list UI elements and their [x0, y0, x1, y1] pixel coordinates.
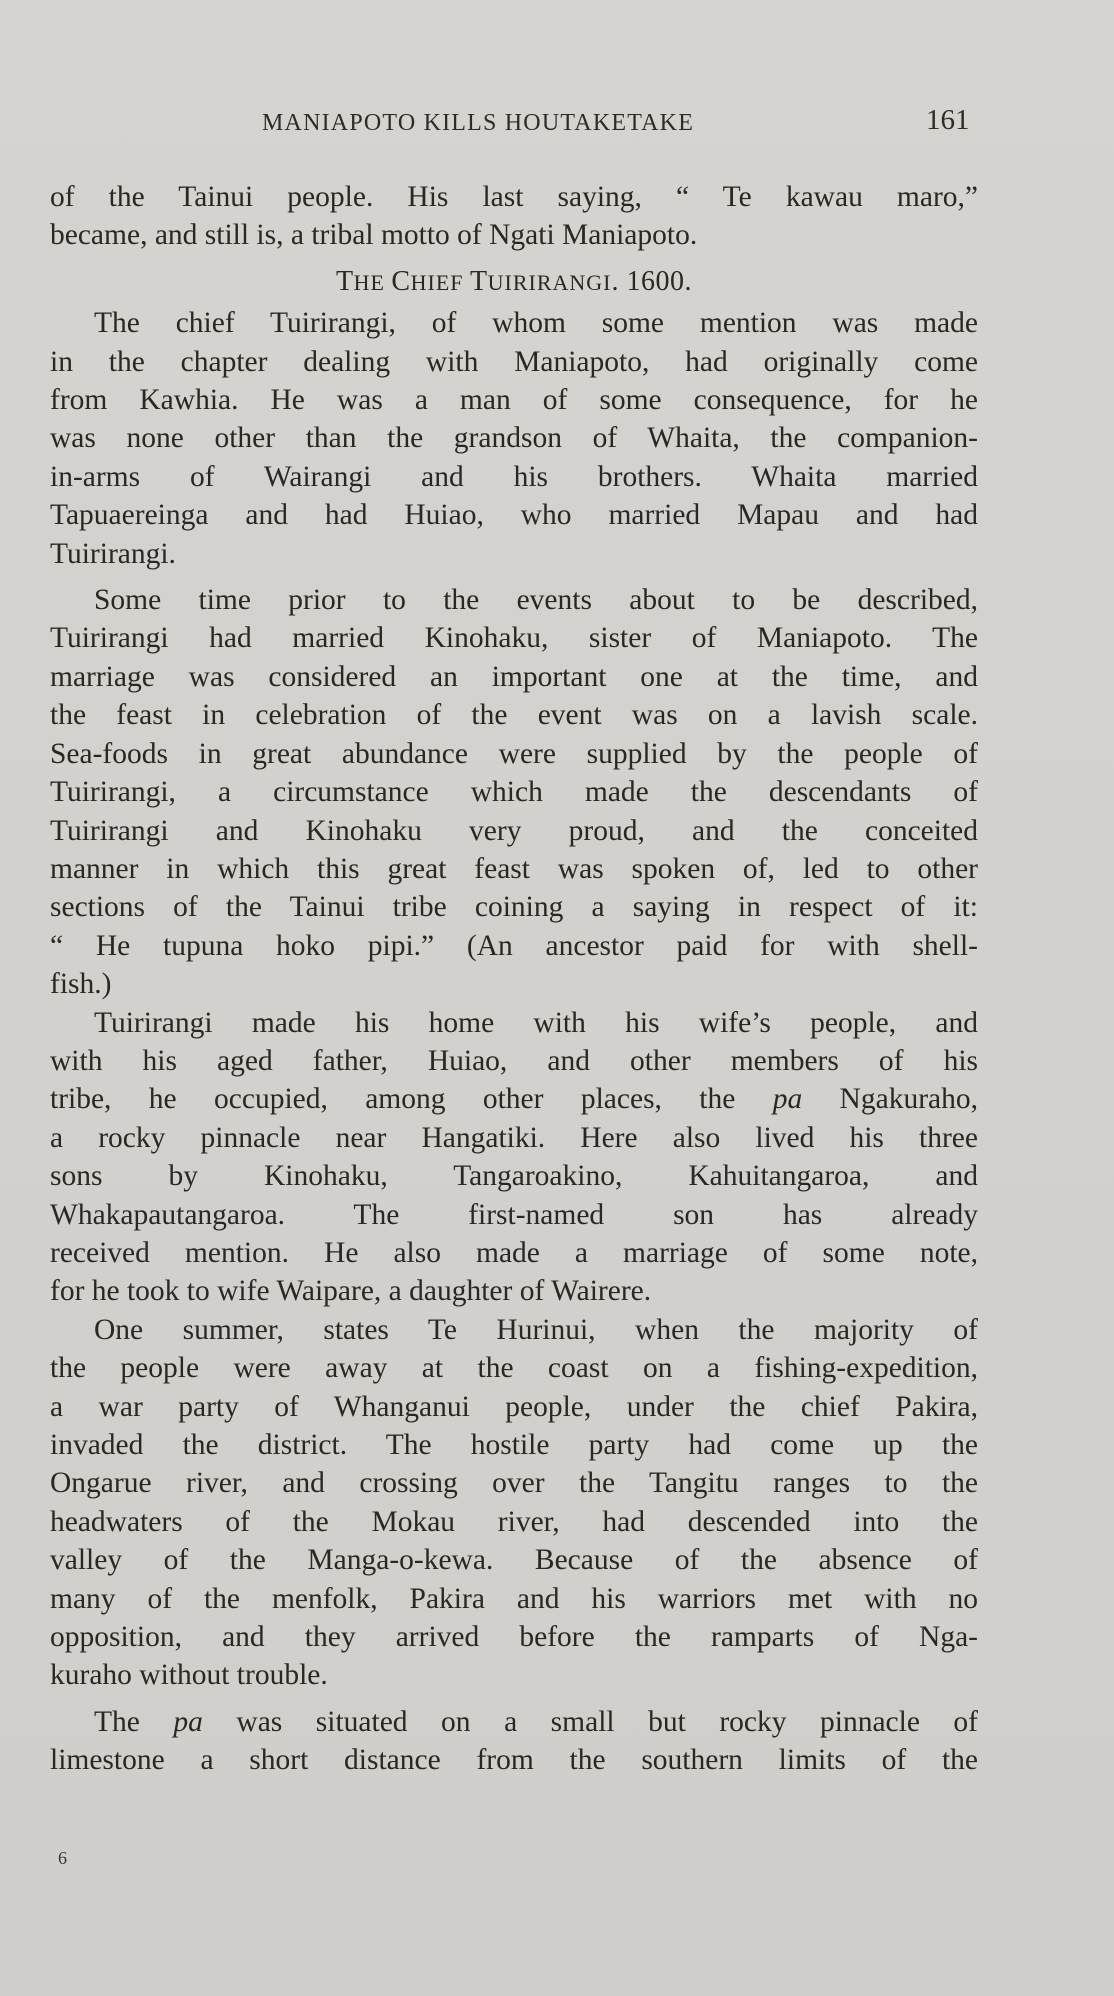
signature-mark: 6: [58, 1848, 67, 1868]
text-line: valley of the Manga-o-kewa. Because of the absence of: [50, 1544, 978, 1577]
text-line: in the chapter dealing with Maniapoto, had originally come: [50, 345, 978, 378]
body-text: [50, 178, 978, 1780]
running-title: MANIAPOTO KILLS HOUTAKETAKE: [262, 110, 695, 136]
text-line: “ He tupuna hoko pipi.” (An ancestor paid for with shell-: [50, 929, 978, 962]
text-line: received mention. He also made a marriage of some note,: [50, 1236, 978, 1269]
text-line: a war party of Whanganui people, under the chief Pakira,: [50, 1390, 978, 1423]
text-line: tribe, he occupied, among other places, the pa Ngakuraho,: [50, 1083, 978, 1116]
text-line: many of the menfolk, Pakira and his warriors met with no: [50, 1582, 978, 1615]
text-line: Sea-foods in great abundance were supplied by the people of: [50, 737, 978, 770]
page-number: 161: [926, 104, 970, 136]
text-line: Some time prior to the events about to be described,: [94, 584, 978, 617]
text-line: sons by Kinohaku, Tangaroakino, Kahuitangaroa, and: [50, 1160, 978, 1193]
text-line: One summer, states Te Hurinui, when the majority of: [94, 1313, 978, 1346]
text-line: the people were away at the coast on a fishing-expedition,: [50, 1352, 978, 1385]
text-line: became, and still is, a tribal motto of Ngati Maniapoto.: [50, 219, 698, 252]
text-line: with his aged father, Huiao, and other members of his: [50, 1044, 978, 1077]
running-header: [0, 104, 1114, 144]
text-line: was none other than the grandson of Whaita, the companion-: [50, 422, 978, 455]
text-line: Ongarue river, and crossing over the Tangitu ranges to the: [50, 1467, 978, 1500]
italic-term: pa: [173, 1705, 203, 1738]
text-line: Whakapautangaroa. The first-named son has already: [50, 1198, 978, 1231]
text-line: the feast in celebration of the event was on a lavish scale.: [50, 699, 978, 732]
text-line: in-arms of Wairangi and his brothers. Whaita married: [50, 460, 978, 493]
text-line: a rocky pinnacle near Hangatiki. Here also lived his three: [50, 1121, 978, 1154]
text-line: The chief Tuirirangi, of whom some mention was made: [94, 307, 978, 340]
text-line: Tapuaereinga and had Huiao, who married Mapau and had: [50, 499, 978, 532]
text-line: from Kawhia. He was a man of some consequence, for he: [50, 384, 978, 417]
text-line: headwaters of the Mokau river, had descended into the: [50, 1505, 978, 1538]
text-line: limestone a short distance from the southern limits of the: [50, 1744, 978, 1777]
text-line: for he took to wife Waipare, a daughter of Wairere.: [50, 1275, 652, 1308]
section-heading: THE CHIEF TUIRIRANGI. 1600.: [335, 265, 692, 297]
text-line: opposition, and they arrived before the ramparts of Nga-: [50, 1621, 978, 1654]
text-line: fish.): [50, 968, 112, 1001]
text-line: of the Tainui people. His last saying, “ Te kawau maro,”: [50, 181, 978, 213]
text-line: kuraho without trouble.: [50, 1659, 328, 1692]
text-line: sections of the Tainui tribe coining a saying in respect of it:: [50, 891, 978, 924]
text-line: Tuirirangi.: [50, 537, 176, 570]
text-line: marriage was considered an important one at the time, and: [50, 660, 978, 693]
text-line: Tuirirangi made his home with his wife’s people, and: [94, 1006, 978, 1039]
italic-term: pa: [772, 1083, 803, 1116]
text-line: manner in which this great feast was spoken of, led to other: [50, 852, 978, 885]
text-line: Tuirirangi and Kinohaku very proud, and the conceited: [50, 814, 978, 847]
text-line: invaded the district. The hostile party had come up the: [50, 1429, 978, 1461]
text-line: The pa was situated on a small but rocky pinnacle of: [94, 1705, 979, 1738]
text-line: Tuirirangi, a circumstance which made the descendants of: [50, 776, 978, 809]
text-line: Tuirirangi had married Kinohaku, sister of Maniapoto. The: [50, 622, 978, 655]
